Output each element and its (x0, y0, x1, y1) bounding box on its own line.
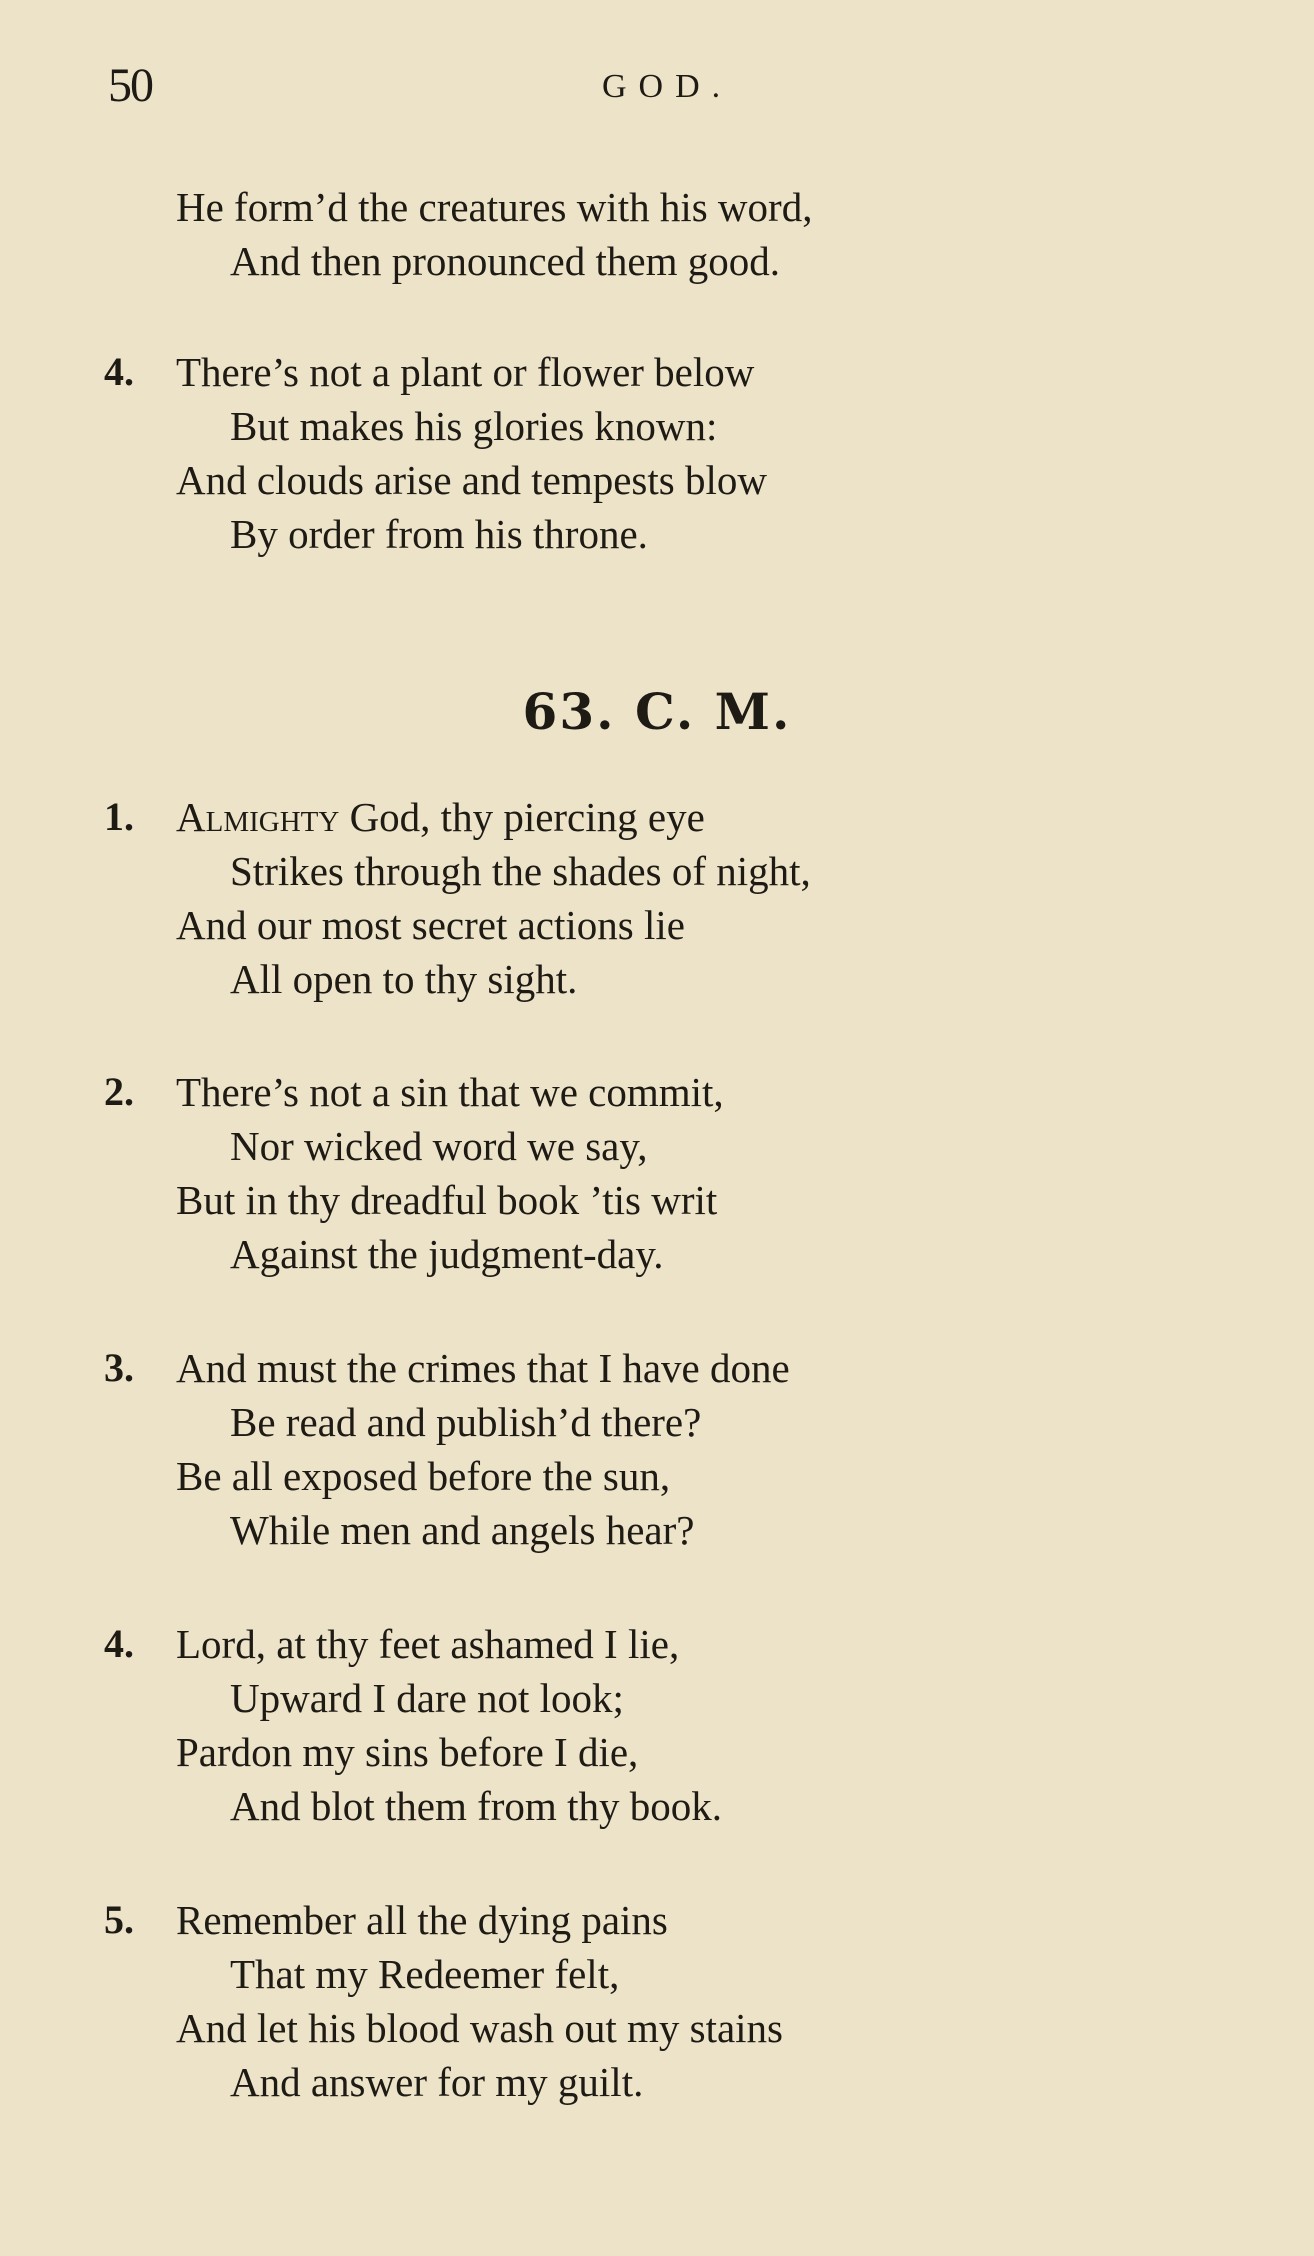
verse-line: Upward I dare not look; (230, 1675, 624, 1721)
verse-line: Nor wicked word we say, (230, 1123, 648, 1169)
page-header (0, 58, 1314, 118)
verse-line: Remember all the dying pains (176, 1897, 668, 1943)
verse-line: That my Redeemer felt, (230, 1951, 620, 1997)
verse-line: And answer for my guilt. (230, 2059, 644, 2105)
verse-line: Against the judgment-day. (230, 1231, 664, 1277)
verse-line: And must the crimes that I have done (176, 1345, 790, 1391)
verse-line: But in thy dreadful book ’tis writ (176, 1177, 718, 1223)
verse-line: There’s not a sin that we commit, (176, 1069, 724, 1115)
verse-line: There’s not a plant or flower below (176, 349, 755, 395)
stanza-number: 5. (104, 1897, 134, 1942)
verse-line (176, 790, 705, 844)
verse-line-text: God, thy piercing eye (349, 794, 705, 840)
page-number: 50 (108, 59, 152, 112)
stanza-number: 3. (104, 1345, 134, 1390)
stanza-number: 4. (104, 1621, 134, 1666)
first-word-small-caps: Almighty (176, 794, 340, 840)
verse-line: But makes his glories known: (230, 403, 718, 449)
verse-line: And clouds arise and tempests blow (176, 457, 767, 503)
verse-line: And our most secret actions lie (176, 902, 685, 948)
running-head: GOD. (602, 68, 733, 105)
verse-line: Be all exposed before the sun, (176, 1453, 671, 1499)
verse-line: And then pronounced them good. (230, 238, 780, 284)
verse-line: Be read and publish’d there? (230, 1399, 702, 1445)
verse-line: He form’d the creatures with his word, (176, 184, 813, 230)
verse-line: Pardon my sins before I die, (176, 1729, 639, 1775)
verse-line: And let his blood wash out my stains (176, 2005, 784, 2051)
verse-line: Lord, at thy feet ashamed I lie, (176, 1621, 680, 1667)
verse-line: All open to thy sight. (230, 956, 578, 1002)
stanza-number: 2. (104, 1069, 134, 1114)
verse-line: By order from his throne. (230, 511, 648, 557)
verse-line: And blot them from thy book. (230, 1783, 722, 1829)
stanza-number: 1. (104, 794, 134, 839)
verse-line: While men and angels hear? (230, 1507, 695, 1553)
stanza-number: 4. (104, 349, 134, 394)
verse-line: Strikes through the shades of night, (230, 848, 811, 894)
hymn-title: 63. C. M. (522, 682, 792, 741)
